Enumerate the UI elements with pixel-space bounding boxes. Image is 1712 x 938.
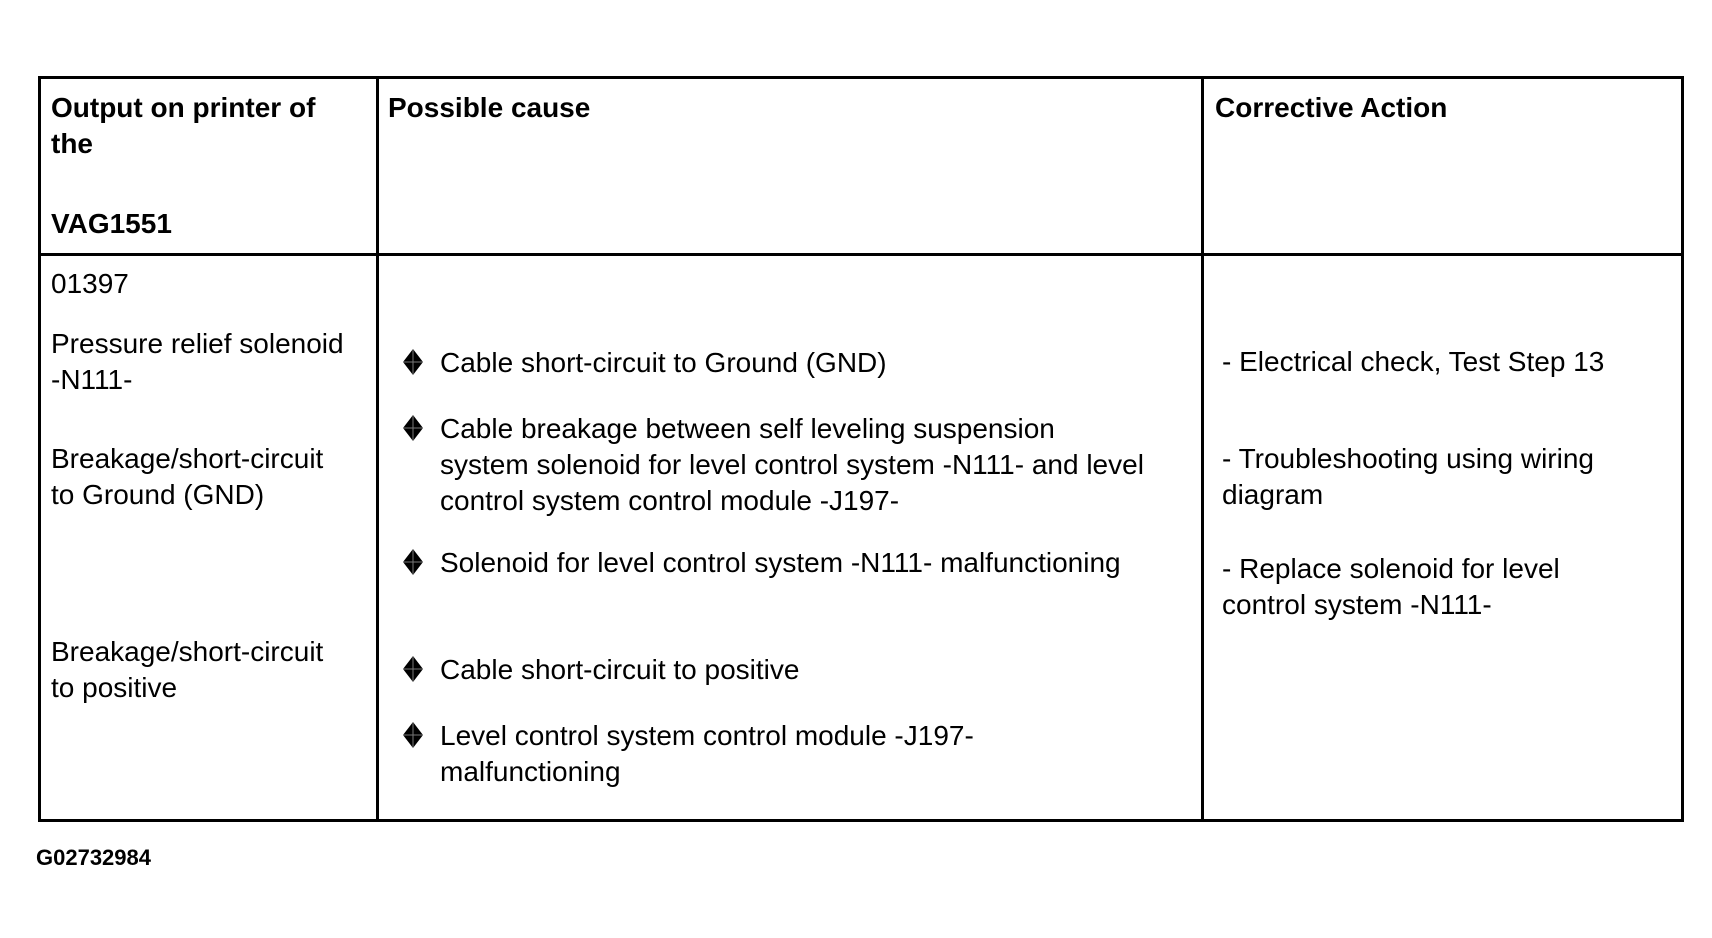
- header-output-line-2: the: [51, 128, 93, 159]
- diamond-bullet-icon: [398, 413, 428, 443]
- action-text-line: - Replace solenoid for level: [1222, 553, 1560, 584]
- fault-code: 01397: [51, 268, 129, 299]
- cause-text-line: control system control module -J197-: [440, 485, 900, 516]
- diamond-bullet-icon: [398, 347, 428, 377]
- header-divider: [41, 253, 1681, 256]
- cause-text-line: system solenoid for level control system -N111- and level: [440, 449, 1144, 480]
- fault-positive-line-1: Breakage/short-circuit: [51, 636, 324, 667]
- cause-text-line: Cable short-circuit to positive: [440, 654, 800, 685]
- fault-positive-line-2: to positive: [51, 672, 178, 703]
- diamond-bullet-icon: [398, 720, 428, 750]
- header-possible-cause: Possible cause: [388, 92, 591, 123]
- cause-text-line: Cable short-circuit to Ground (GND): [440, 347, 887, 378]
- cause-text-line: malfunctioning: [440, 756, 621, 787]
- component-name-line-1: Pressure relief solenoid: [51, 328, 344, 359]
- fault-ground-line-2: to Ground (GND): [51, 479, 265, 510]
- cause-text-line: Level control system control module -J197-: [440, 720, 974, 751]
- fault-ground-line-1: Breakage/short-circuit: [51, 443, 324, 474]
- diamond-bullet-icon: [398, 547, 428, 577]
- column-divider: [376, 79, 379, 819]
- cause-text-line: Solenoid for level control system -N111- malfunctioning: [440, 547, 1121, 578]
- action-text-line: - Troubleshooting using wiring: [1222, 443, 1594, 474]
- component-name-line-2: -N111-: [51, 364, 133, 395]
- figure-id: G02732984: [36, 845, 151, 870]
- action-text-line: diagram: [1222, 479, 1324, 510]
- action-text-line: - Electrical check, Test Step 13: [1222, 346, 1605, 377]
- header-output-line-3: VAG1551: [51, 208, 172, 239]
- action-text-line: control system -N111-: [1222, 589, 1492, 620]
- column-divider: [1201, 79, 1204, 819]
- header-corrective-action: Corrective Action: [1215, 92, 1448, 123]
- diamond-bullet-icon: [398, 654, 428, 684]
- header-output-line-1: Output on printer of: [51, 92, 316, 123]
- cause-text-line: Cable breakage between self leveling suspension: [440, 413, 1055, 444]
